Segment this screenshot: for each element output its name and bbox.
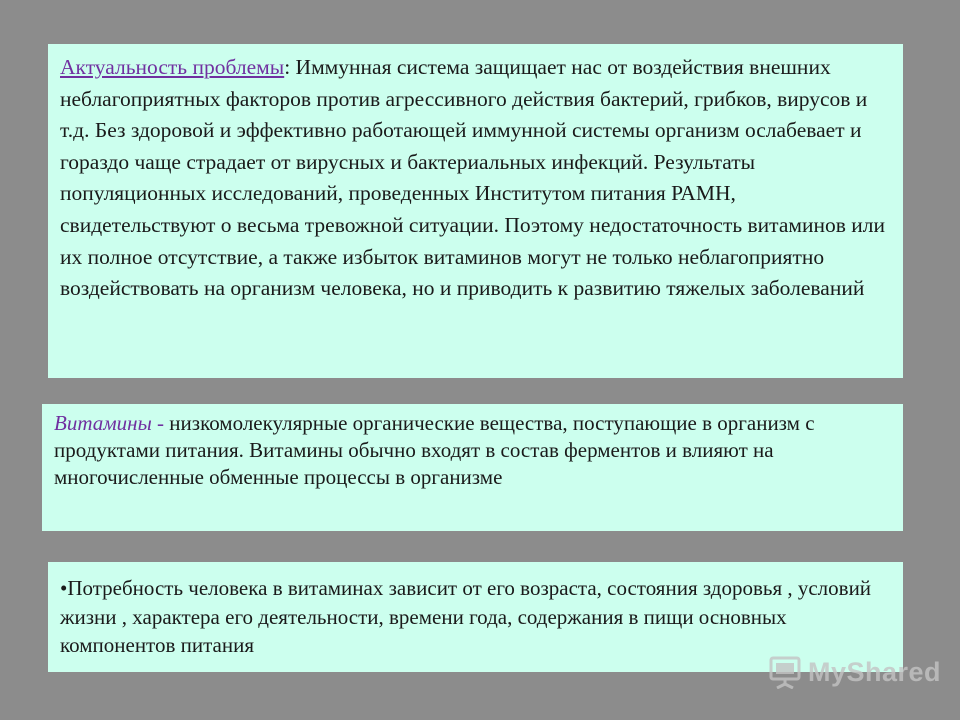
relevance-heading-colon: : (284, 55, 291, 79)
myshared-watermark (768, 652, 941, 692)
presentation-board-icon (768, 655, 802, 689)
vitamins-term: Витамины (54, 411, 152, 435)
vitamins-definition-block (42, 404, 903, 531)
vitamins-definition-text: низкомолекулярные органические вещества, поступающие в организм с продуктами питания. Витамины обычно входят в состав ферментов и влияют на многочисленные обменные процессы в организме (54, 411, 815, 489)
relevance-block (48, 44, 903, 378)
watermark-text: MyShared (808, 656, 942, 687)
vitamins-dash: - (151, 411, 170, 435)
relevance-text: Иммунная система защищает нас от воздействия внешних неблагоприятных факторов против агрессивного действия бактерий, грибков, вирусов и т.д. Без здоровой и эффективно работающей иммунной системы организм ослабевает и гораздо чаще страдает от вирусных и бактериальных инфекций. Результаты популяционных исследований, проведенных Институтом питания РАМН, свидетельствуют о весьма тревожной ситуации. Поэтому недостаточность витаминов или их полное отсутствие, а также избыток витаминов могут не только неблагоприятно воздействовать на организм человека, но и приводить к развитию тяжелых заболеваний (60, 55, 886, 301)
vitamin-needs-text: •Потребность человека в витаминах зависит от его возраста, состояния здоровья , условий жизни , характера его деятельности, времени года, содержания в пищи основных компонентов питания (60, 576, 872, 657)
relevance-heading: Актуальность проблемы (60, 55, 285, 79)
